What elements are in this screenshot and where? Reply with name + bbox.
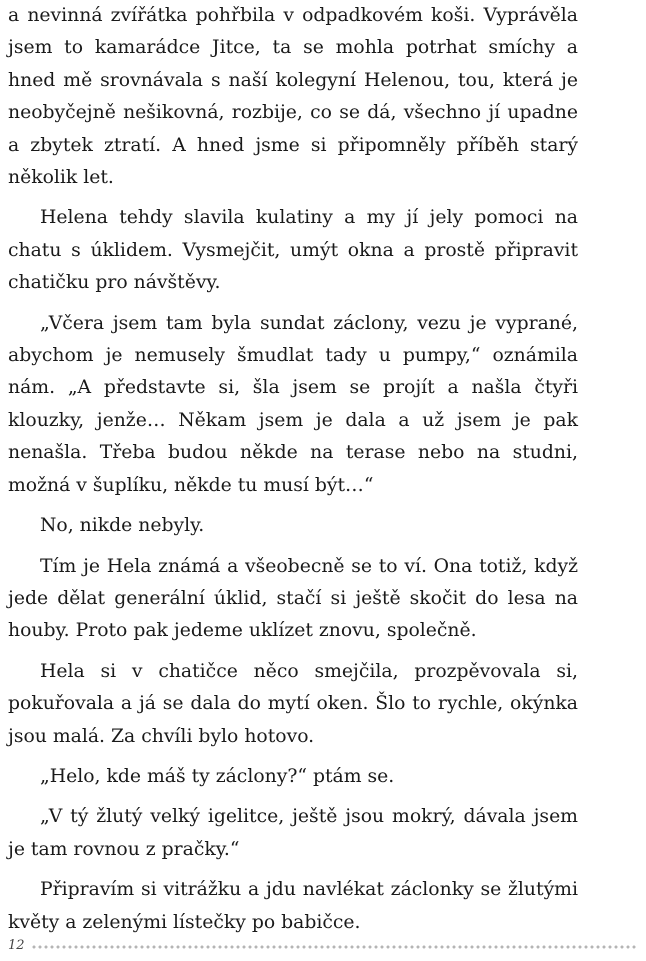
paragraph-3: „Včera jsem tam byla sundat záclony, vezu je vyprané, abychom je nemusely šmudlat tady u pumpy,“ oznámila nám. „A představte si, šla jsem se projít a našla čtyři klouzky, jenže… Někam jsem je dala a už jsem je pak nenašla. Třeba budou někde na terase nebo na studni, možná v šuplíku, někde tu musí být…“ [8,312,578,496]
paragraph-5: Tím je Hela známá a všeobecně se to ví. Ona totiž, když jede dělat generální úklid, stačí si ještě skočit do lesa na houby. Proto pak jedeme uklízet znovu, společně. [8,555,578,642]
paragraph-7: „Helo, kde máš ty záclony?“ ptám se. [40,765,395,787]
paragraph-2: Helena tehdy slavila kulatiny a my jí jely pomoci na chatu s úklidem. Vysmejčit, umýt okna a prostě připravit chatičku pro návštěvy. [8,207,578,294]
paragraph-6: Hela si v chatičce něco smejčila, prozpěvovala si, pokuřovala a já se dala do mytí oken. Šlo to rychle, okýnka jsou malá. Za chvíli bylo hotovo. [8,660,578,747]
paragraph-8: „V tý žlutý velký igelitce, ještě jsou mokrý, dávala jsem je tam rovnou z pračky.“ [8,806,578,860]
paragraph-4: No, nikde nebyly. [40,515,205,537]
dotted-rule [31,945,638,949]
paragraph-9: Připravím si vitrážku a jdu navlékat záclonky se žlutými květy a zelenými lístečky po babičce. [8,879,578,933]
page-body [8,0,578,939]
paragraph-1: a nevinná zvířátka pohřbila v odpadkovém koši. Vyprávěla jsem to kamarádce Jitce, ta se mohla potrhat smíchy a hned mě srovnávala s naší kolegyní Helenou, tou, která je neobyčejně nešikovná, rozbije, co se dá, všechno jí upadne a zbytek ztratí. A hned jsme si připomněly příběh starý několik let. [8,5,578,189]
page-number: 12 [8,938,25,953]
page-footer [8,936,638,956]
